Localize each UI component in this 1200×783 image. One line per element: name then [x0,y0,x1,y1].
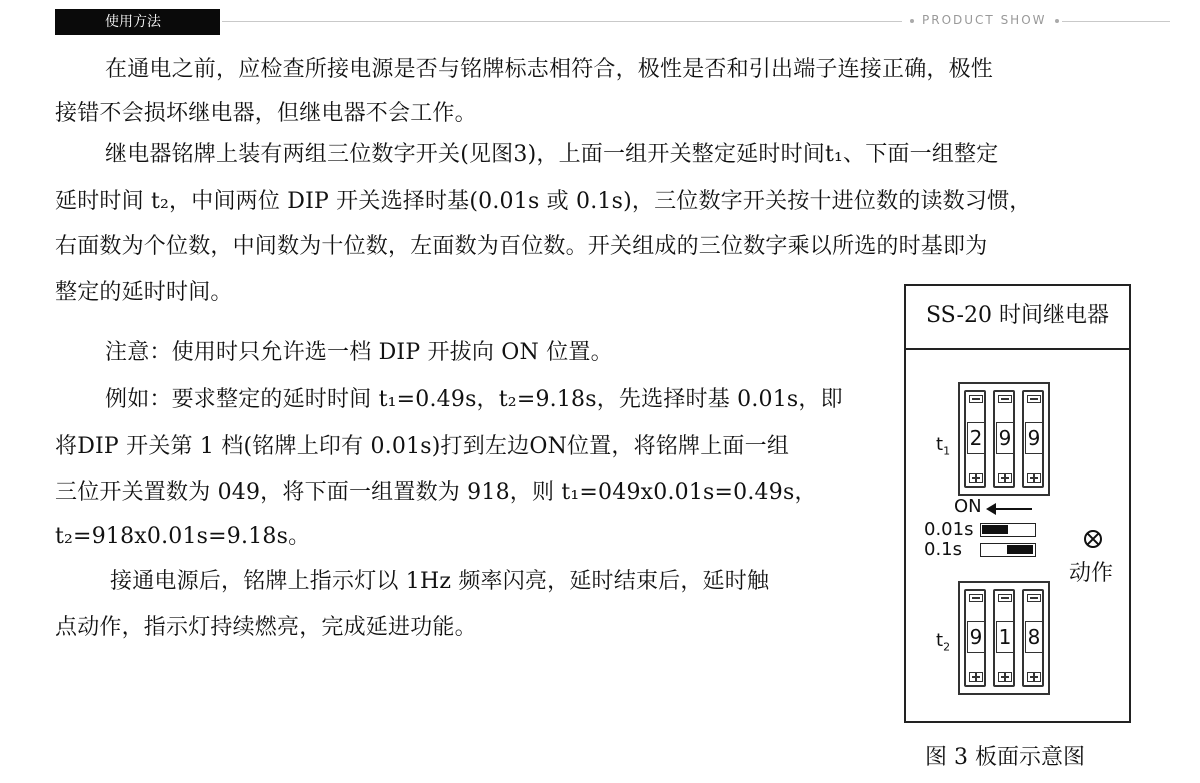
header-label: PRODUCT SHOW [922,13,1047,27]
digit: 9 [1025,422,1043,454]
t2-label: $t_2$ [936,630,951,654]
digit: 9 [967,621,985,653]
t1-switch-group [958,382,1050,496]
dip-switch-01[interactable] [980,543,1036,557]
paragraph-line: 接错不会损坏继电器，但继电器不会工作。 [55,101,477,126]
note-line: 注意：使用时只允许选一档 DIP 开拔向 ON 位置。 [105,340,613,365]
example-line: t₂=918x0.01s=9.18s。 [55,524,311,549]
example-line: 将DIP 开关第 1 档(铭牌上印有 0.01s)打到左边ON位置，将铭牌上面一组 [55,434,790,459]
paragraph-line: 整定的延时时间。 [55,280,233,305]
t2-digit-switch-units[interactable] [1022,589,1044,687]
t1-label: $t_1$ [936,434,951,458]
on-arrow-icon [988,508,1032,510]
relay-panel-diagram [904,284,1131,723]
header-divider-left [222,21,902,22]
digit: 2 [967,422,985,454]
dip-label-001: 0.01s [924,519,974,540]
t1-digit-switch-tens[interactable] [993,390,1015,488]
dip-label-01: 0.1s [924,539,963,560]
paragraph-line: 延时时间 t₂，中间两位 DIP 开关选择时基(0.01s 或 0.1s)，三位数字开关按十进位数的读数习惯， [55,189,1032,214]
paragraph-line: 右面数为个位数，中间数为十位数，左面数为百位数。开关组成的三位数字乘以所选的时基即为 [55,234,988,259]
t2-switch-group [958,581,1050,695]
t1-digit-switch-units[interactable] [1022,390,1044,488]
example-line: 三位开关置数为 049，将下面一组置数为 918，则 t₁=049x0.01s=0.49s， [55,480,817,505]
section-tab: 使用方法 [55,9,220,35]
indicator-led-icon [1084,530,1102,548]
example-line: 例如：要求整定的延时时间 t₁=0.49s，t₂=9.18s，先选择时基 0.01s，即 [105,387,843,412]
paragraph-line: 在通电之前，应检查所接电源是否与铭牌标志相符合，极性是否和引出端子连接正确，极性 [105,57,994,82]
led-label: 动作 [1069,561,1114,586]
digit: 8 [1025,621,1043,653]
digit: 9 [996,422,1014,454]
digit: 1 [996,621,1014,653]
t2-digit-switch-tens[interactable] [993,589,1015,687]
dip-switch-001[interactable] [980,523,1036,537]
panel-title: SS-20 时间继电器 [906,286,1129,350]
header-divider-right [1062,21,1170,22]
on-label: ON [954,496,982,517]
paragraph-line: 继电器铭牌上装有两组三位数字开关(见图3)，上面一组开关整定延时时间t₁、下面一组整定 [105,142,999,167]
figure-caption: 图 3 板面示意图 [925,745,1085,770]
paragraph-line: 接通电源后，铭牌上指示灯以 1Hz 频率闪亮，延时结束后，延时触 [110,569,770,594]
header-dot-right [1055,19,1059,23]
paragraph-line: 点动作，指示灯持续燃亮，完成延进功能。 [55,615,477,640]
t1-digit-switch-hundreds[interactable] [964,390,986,488]
header-dot-left [910,19,914,23]
t2-digit-switch-hundreds[interactable] [964,589,986,687]
